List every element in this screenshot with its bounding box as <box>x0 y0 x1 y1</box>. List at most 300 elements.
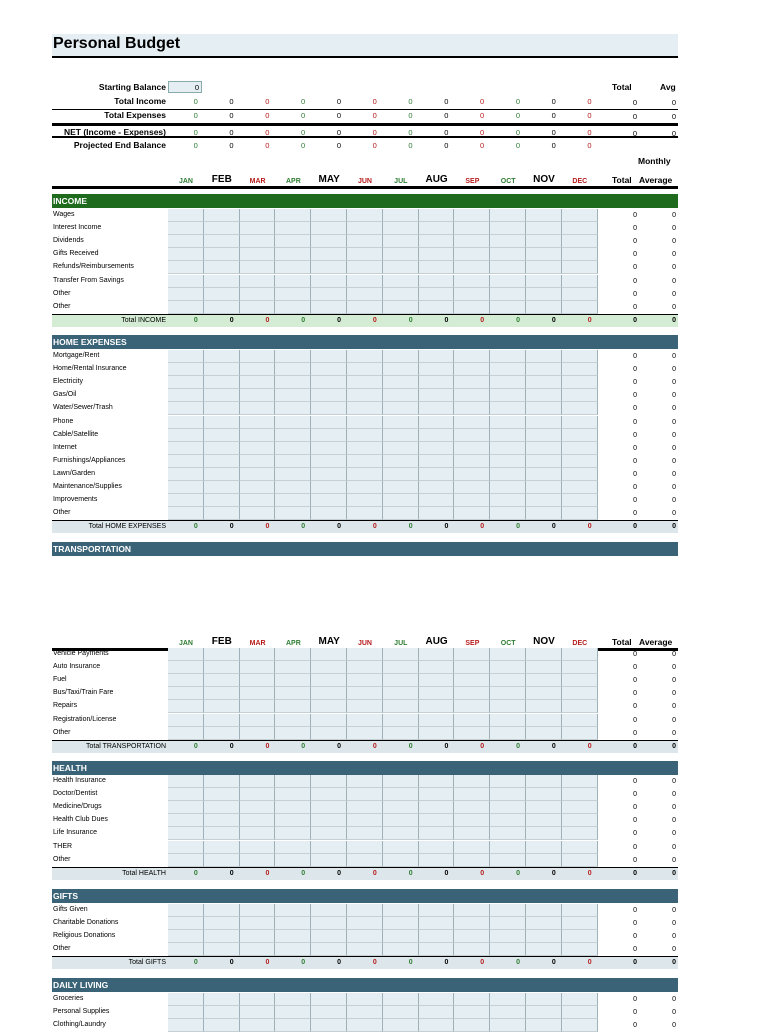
month-input-cell[interactable] <box>168 248 204 261</box>
month-input-cell[interactable] <box>419 648 455 661</box>
month-input-cell[interactable] <box>490 442 526 455</box>
month-input-cell[interactable] <box>454 288 490 301</box>
month-input-cell[interactable] <box>526 687 562 700</box>
month-input-cell[interactable] <box>419 376 455 389</box>
month-input-cell[interactable] <box>383 442 419 455</box>
month-input-cell[interactable] <box>490 481 526 494</box>
month-input-cell[interactable] <box>204 648 240 661</box>
month-input-cell[interactable] <box>275 788 311 801</box>
month-input-cell[interactable] <box>526 661 562 674</box>
month-input-cell[interactable] <box>168 507 204 520</box>
month-input-cell[interactable] <box>526 788 562 801</box>
month-input-cell[interactable] <box>311 248 347 261</box>
month-input-cell[interactable] <box>419 416 455 429</box>
month-input-cell[interactable] <box>562 416 598 429</box>
month-input-cell[interactable] <box>490 248 526 261</box>
month-input-cell[interactable] <box>311 402 347 415</box>
month-input-cell[interactable] <box>168 1006 204 1019</box>
month-input-cell[interactable] <box>240 661 276 674</box>
month-input-cell[interactable] <box>562 429 598 442</box>
month-input-cell[interactable] <box>347 917 383 930</box>
month-input-cell[interactable] <box>240 827 276 840</box>
month-input-cell[interactable] <box>490 494 526 507</box>
month-input-cell[interactable] <box>419 301 455 314</box>
month-input-cell[interactable] <box>311 275 347 288</box>
starting-balance-input[interactable]: 0 <box>168 81 202 93</box>
month-input-cell[interactable] <box>347 301 383 314</box>
month-input-cell[interactable] <box>347 376 383 389</box>
month-input-cell[interactable] <box>562 288 598 301</box>
month-input-cell[interactable] <box>240 943 276 956</box>
month-input-cell[interactable] <box>562 814 598 827</box>
month-input-cell[interactable] <box>419 261 455 274</box>
month-input-cell[interactable] <box>347 801 383 814</box>
month-input-cell[interactable] <box>526 801 562 814</box>
month-input-cell[interactable] <box>347 1019 383 1032</box>
month-input-cell[interactable] <box>311 854 347 867</box>
month-input-cell[interactable] <box>419 727 455 740</box>
month-input-cell[interactable] <box>562 1006 598 1019</box>
month-input-cell[interactable] <box>490 775 526 788</box>
month-input-cell[interactable] <box>383 222 419 235</box>
month-input-cell[interactable] <box>490 261 526 274</box>
month-input-cell[interactable] <box>311 943 347 956</box>
month-input-cell[interactable] <box>311 841 347 854</box>
month-input-cell[interactable] <box>490 209 526 222</box>
month-input-cell[interactable] <box>526 261 562 274</box>
month-input-cell[interactable] <box>454 727 490 740</box>
month-input-cell[interactable] <box>275 814 311 827</box>
month-input-cell[interactable] <box>419 674 455 687</box>
month-input-cell[interactable] <box>454 674 490 687</box>
month-input-cell[interactable] <box>240 507 276 520</box>
month-input-cell[interactable] <box>275 209 311 222</box>
month-input-cell[interactable] <box>204 301 240 314</box>
month-input-cell[interactable] <box>275 1019 311 1032</box>
month-input-cell[interactable] <box>275 687 311 700</box>
month-input-cell[interactable] <box>383 275 419 288</box>
month-input-cell[interactable] <box>419 507 455 520</box>
month-input-cell[interactable] <box>168 993 204 1006</box>
month-input-cell[interactable] <box>240 261 276 274</box>
month-input-cell[interactable] <box>383 288 419 301</box>
month-input-cell[interactable] <box>383 1019 419 1032</box>
month-input-cell[interactable] <box>490 429 526 442</box>
month-input-cell[interactable] <box>454 930 490 943</box>
month-input-cell[interactable] <box>490 854 526 867</box>
month-input-cell[interactable] <box>454 814 490 827</box>
month-input-cell[interactable] <box>204 350 240 363</box>
month-input-cell[interactable] <box>347 275 383 288</box>
month-input-cell[interactable] <box>347 209 383 222</box>
month-input-cell[interactable] <box>168 930 204 943</box>
month-input-cell[interactable] <box>240 416 276 429</box>
month-input-cell[interactable] <box>311 993 347 1006</box>
month-input-cell[interactable] <box>454 827 490 840</box>
month-input-cell[interactable] <box>526 827 562 840</box>
month-input-cell[interactable] <box>311 222 347 235</box>
month-input-cell[interactable] <box>275 416 311 429</box>
month-input-cell[interactable] <box>168 801 204 814</box>
month-input-cell[interactable] <box>526 775 562 788</box>
month-input-cell[interactable] <box>454 494 490 507</box>
month-input-cell[interactable] <box>383 402 419 415</box>
month-input-cell[interactable] <box>383 350 419 363</box>
month-input-cell[interactable] <box>490 363 526 376</box>
month-input-cell[interactable] <box>275 363 311 376</box>
month-input-cell[interactable] <box>240 854 276 867</box>
month-input-cell[interactable] <box>240 687 276 700</box>
month-input-cell[interactable] <box>275 468 311 481</box>
month-input-cell[interactable] <box>454 301 490 314</box>
month-input-cell[interactable] <box>168 775 204 788</box>
month-input-cell[interactable] <box>168 209 204 222</box>
month-input-cell[interactable] <box>311 727 347 740</box>
month-input-cell[interactable] <box>168 416 204 429</box>
month-input-cell[interactable] <box>454 1019 490 1032</box>
month-input-cell[interactable] <box>419 700 455 713</box>
month-input-cell[interactable] <box>490 714 526 727</box>
month-input-cell[interactable] <box>275 943 311 956</box>
month-input-cell[interactable] <box>526 363 562 376</box>
month-input-cell[interactable] <box>204 801 240 814</box>
month-input-cell[interactable] <box>454 943 490 956</box>
month-input-cell[interactable] <box>168 261 204 274</box>
month-input-cell[interactable] <box>419 389 455 402</box>
month-input-cell[interactable] <box>419 917 455 930</box>
month-input-cell[interactable] <box>526 1006 562 1019</box>
month-input-cell[interactable] <box>526 222 562 235</box>
month-input-cell[interactable] <box>383 248 419 261</box>
month-input-cell[interactable] <box>275 854 311 867</box>
month-input-cell[interactable] <box>240 442 276 455</box>
month-input-cell[interactable] <box>240 930 276 943</box>
month-input-cell[interactable] <box>562 1019 598 1032</box>
month-input-cell[interactable] <box>454 275 490 288</box>
month-input-cell[interactable] <box>562 455 598 468</box>
month-input-cell[interactable] <box>562 468 598 481</box>
month-input-cell[interactable] <box>168 917 204 930</box>
month-input-cell[interactable] <box>168 442 204 455</box>
month-input-cell[interactable] <box>168 1019 204 1032</box>
month-input-cell[interactable] <box>311 261 347 274</box>
month-input-cell[interactable] <box>383 801 419 814</box>
month-input-cell[interactable] <box>454 904 490 917</box>
month-input-cell[interactable] <box>562 648 598 661</box>
month-input-cell[interactable] <box>419 209 455 222</box>
month-input-cell[interactable] <box>168 363 204 376</box>
month-input-cell[interactable] <box>204 904 240 917</box>
month-input-cell[interactable] <box>562 661 598 674</box>
month-input-cell[interactable] <box>454 788 490 801</box>
month-input-cell[interactable] <box>383 389 419 402</box>
month-input-cell[interactable] <box>526 943 562 956</box>
month-input-cell[interactable] <box>526 288 562 301</box>
month-input-cell[interactable] <box>454 687 490 700</box>
month-input-cell[interactable] <box>454 801 490 814</box>
month-input-cell[interactable] <box>562 917 598 930</box>
month-input-cell[interactable] <box>454 209 490 222</box>
month-input-cell[interactable] <box>526 930 562 943</box>
month-input-cell[interactable] <box>419 814 455 827</box>
month-input-cell[interactable] <box>454 1006 490 1019</box>
month-input-cell[interactable] <box>240 775 276 788</box>
month-input-cell[interactable] <box>204 261 240 274</box>
month-input-cell[interactable] <box>347 248 383 261</box>
month-input-cell[interactable] <box>168 943 204 956</box>
month-input-cell[interactable] <box>347 943 383 956</box>
month-input-cell[interactable] <box>562 827 598 840</box>
month-input-cell[interactable] <box>526 714 562 727</box>
month-input-cell[interactable] <box>240 209 276 222</box>
month-input-cell[interactable] <box>347 389 383 402</box>
month-input-cell[interactable] <box>562 442 598 455</box>
month-input-cell[interactable] <box>168 700 204 713</box>
month-input-cell[interactable] <box>419 455 455 468</box>
month-input-cell[interactable] <box>204 507 240 520</box>
month-input-cell[interactable] <box>240 402 276 415</box>
month-input-cell[interactable] <box>562 363 598 376</box>
month-input-cell[interactable] <box>204 442 240 455</box>
month-input-cell[interactable] <box>454 841 490 854</box>
month-input-cell[interactable] <box>490 993 526 1006</box>
month-input-cell[interactable] <box>419 363 455 376</box>
month-input-cell[interactable] <box>275 661 311 674</box>
month-input-cell[interactable] <box>526 993 562 1006</box>
month-input-cell[interactable] <box>204 275 240 288</box>
month-input-cell[interactable] <box>454 481 490 494</box>
month-input-cell[interactable] <box>454 429 490 442</box>
month-input-cell[interactable] <box>168 235 204 248</box>
month-input-cell[interactable] <box>275 455 311 468</box>
month-input-cell[interactable] <box>383 455 419 468</box>
month-input-cell[interactable] <box>311 376 347 389</box>
month-input-cell[interactable] <box>311 714 347 727</box>
month-input-cell[interactable] <box>311 209 347 222</box>
month-input-cell[interactable] <box>562 854 598 867</box>
month-input-cell[interactable] <box>275 648 311 661</box>
month-input-cell[interactable] <box>526 275 562 288</box>
month-input-cell[interactable] <box>526 1019 562 1032</box>
month-input-cell[interactable] <box>526 841 562 854</box>
month-input-cell[interactable] <box>562 700 598 713</box>
month-input-cell[interactable] <box>526 301 562 314</box>
month-input-cell[interactable] <box>204 248 240 261</box>
month-input-cell[interactable] <box>204 1006 240 1019</box>
month-input-cell[interactable] <box>275 235 311 248</box>
month-input-cell[interactable] <box>275 261 311 274</box>
month-input-cell[interactable] <box>275 376 311 389</box>
month-input-cell[interactable] <box>347 261 383 274</box>
month-input-cell[interactable] <box>419 222 455 235</box>
month-input-cell[interactable] <box>204 714 240 727</box>
month-input-cell[interactable] <box>347 481 383 494</box>
month-input-cell[interactable] <box>275 700 311 713</box>
month-input-cell[interactable] <box>419 481 455 494</box>
month-input-cell[interactable] <box>240 301 276 314</box>
month-input-cell[interactable] <box>383 700 419 713</box>
month-input-cell[interactable] <box>490 389 526 402</box>
month-input-cell[interactable] <box>490 416 526 429</box>
month-input-cell[interactable] <box>562 301 598 314</box>
month-input-cell[interactable] <box>383 814 419 827</box>
month-input-cell[interactable] <box>454 993 490 1006</box>
month-input-cell[interactable] <box>311 350 347 363</box>
month-input-cell[interactable] <box>311 788 347 801</box>
month-input-cell[interactable] <box>240 904 276 917</box>
month-input-cell[interactable] <box>204 429 240 442</box>
month-input-cell[interactable] <box>240 389 276 402</box>
month-input-cell[interactable] <box>168 814 204 827</box>
month-input-cell[interactable] <box>562 248 598 261</box>
month-input-cell[interactable] <box>204 363 240 376</box>
month-input-cell[interactable] <box>204 235 240 248</box>
month-input-cell[interactable] <box>275 275 311 288</box>
month-input-cell[interactable] <box>204 1019 240 1032</box>
month-input-cell[interactable] <box>383 687 419 700</box>
month-input-cell[interactable] <box>562 376 598 389</box>
month-input-cell[interactable] <box>275 841 311 854</box>
month-input-cell[interactable] <box>347 648 383 661</box>
month-input-cell[interactable] <box>168 429 204 442</box>
month-input-cell[interactable] <box>383 363 419 376</box>
month-input-cell[interactable] <box>490 841 526 854</box>
month-input-cell[interactable] <box>526 917 562 930</box>
month-input-cell[interactable] <box>490 930 526 943</box>
month-input-cell[interactable] <box>419 841 455 854</box>
month-input-cell[interactable] <box>240 917 276 930</box>
month-input-cell[interactable] <box>240 481 276 494</box>
month-input-cell[interactable] <box>419 904 455 917</box>
month-input-cell[interactable] <box>383 993 419 1006</box>
month-input-cell[interactable] <box>383 301 419 314</box>
month-input-cell[interactable] <box>275 494 311 507</box>
month-input-cell[interactable] <box>490 674 526 687</box>
month-input-cell[interactable] <box>419 235 455 248</box>
month-input-cell[interactable] <box>526 674 562 687</box>
month-input-cell[interactable] <box>419 714 455 727</box>
month-input-cell[interactable] <box>562 687 598 700</box>
month-input-cell[interactable] <box>168 841 204 854</box>
month-input-cell[interactable] <box>168 376 204 389</box>
month-input-cell[interactable] <box>168 481 204 494</box>
month-input-cell[interactable] <box>275 402 311 415</box>
month-input-cell[interactable] <box>240 841 276 854</box>
month-input-cell[interactable] <box>347 416 383 429</box>
month-input-cell[interactable] <box>168 222 204 235</box>
month-input-cell[interactable] <box>275 904 311 917</box>
month-input-cell[interactable] <box>454 376 490 389</box>
month-input-cell[interactable] <box>526 854 562 867</box>
month-input-cell[interactable] <box>240 788 276 801</box>
month-input-cell[interactable] <box>419 930 455 943</box>
month-input-cell[interactable] <box>275 288 311 301</box>
month-input-cell[interactable] <box>454 648 490 661</box>
month-input-cell[interactable] <box>347 700 383 713</box>
month-input-cell[interactable] <box>204 841 240 854</box>
month-input-cell[interactable] <box>168 350 204 363</box>
month-input-cell[interactable] <box>383 235 419 248</box>
month-input-cell[interactable] <box>526 442 562 455</box>
month-input-cell[interactable] <box>383 827 419 840</box>
month-input-cell[interactable] <box>383 648 419 661</box>
month-input-cell[interactable] <box>562 235 598 248</box>
month-input-cell[interactable] <box>490 376 526 389</box>
month-input-cell[interactable] <box>240 814 276 827</box>
month-input-cell[interactable] <box>347 661 383 674</box>
month-input-cell[interactable] <box>204 687 240 700</box>
month-input-cell[interactable] <box>204 700 240 713</box>
month-input-cell[interactable] <box>454 775 490 788</box>
month-input-cell[interactable] <box>562 930 598 943</box>
month-input-cell[interactable] <box>204 814 240 827</box>
month-input-cell[interactable] <box>419 687 455 700</box>
month-input-cell[interactable] <box>275 301 311 314</box>
month-input-cell[interactable] <box>383 661 419 674</box>
month-input-cell[interactable] <box>311 801 347 814</box>
month-input-cell[interactable] <box>526 507 562 520</box>
month-input-cell[interactable] <box>347 993 383 1006</box>
month-input-cell[interactable] <box>240 235 276 248</box>
month-input-cell[interactable] <box>419 993 455 1006</box>
month-input-cell[interactable] <box>204 455 240 468</box>
month-input-cell[interactable] <box>240 700 276 713</box>
month-input-cell[interactable] <box>454 455 490 468</box>
month-input-cell[interactable] <box>347 827 383 840</box>
month-input-cell[interactable] <box>204 827 240 840</box>
month-input-cell[interactable] <box>526 727 562 740</box>
month-input-cell[interactable] <box>204 727 240 740</box>
month-input-cell[interactable] <box>347 222 383 235</box>
month-input-cell[interactable] <box>419 943 455 956</box>
month-input-cell[interactable] <box>419 854 455 867</box>
month-input-cell[interactable] <box>383 854 419 867</box>
month-input-cell[interactable] <box>490 301 526 314</box>
month-input-cell[interactable] <box>275 674 311 687</box>
month-input-cell[interactable] <box>347 429 383 442</box>
month-input-cell[interactable] <box>275 801 311 814</box>
month-input-cell[interactable] <box>168 674 204 687</box>
month-input-cell[interactable] <box>419 275 455 288</box>
month-input-cell[interactable] <box>311 389 347 402</box>
month-input-cell[interactable] <box>347 930 383 943</box>
month-input-cell[interactable] <box>347 841 383 854</box>
month-input-cell[interactable] <box>168 301 204 314</box>
month-input-cell[interactable] <box>562 261 598 274</box>
month-input-cell[interactable] <box>240 222 276 235</box>
month-input-cell[interactable] <box>490 468 526 481</box>
month-input-cell[interactable] <box>311 687 347 700</box>
month-input-cell[interactable] <box>454 854 490 867</box>
month-input-cell[interactable] <box>454 389 490 402</box>
month-input-cell[interactable] <box>311 481 347 494</box>
month-input-cell[interactable] <box>526 209 562 222</box>
month-input-cell[interactable] <box>168 661 204 674</box>
month-input-cell[interactable] <box>490 827 526 840</box>
month-input-cell[interactable] <box>490 648 526 661</box>
month-input-cell[interactable] <box>562 904 598 917</box>
month-input-cell[interactable] <box>311 494 347 507</box>
month-input-cell[interactable] <box>311 1006 347 1019</box>
month-input-cell[interactable] <box>204 775 240 788</box>
month-input-cell[interactable] <box>490 727 526 740</box>
month-input-cell[interactable] <box>526 700 562 713</box>
month-input-cell[interactable] <box>204 494 240 507</box>
month-input-cell[interactable] <box>526 248 562 261</box>
month-input-cell[interactable] <box>490 700 526 713</box>
month-input-cell[interactable] <box>562 350 598 363</box>
month-input-cell[interactable] <box>275 993 311 1006</box>
